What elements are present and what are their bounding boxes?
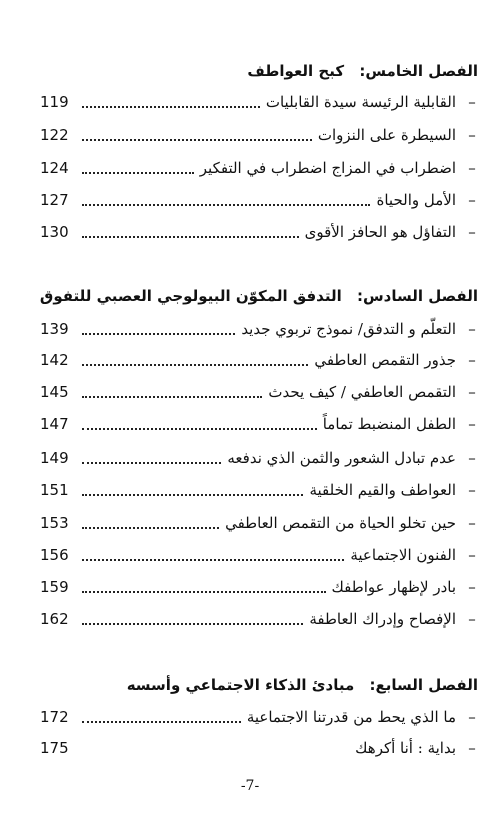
toc-entry[interactable] <box>40 220 482 244</box>
entry-page-number: 145 <box>40 383 69 401</box>
entry-title: اضطراب في المزاج اضطراب في التفكير <box>199 159 456 177</box>
dot-leader <box>82 462 221 464</box>
dot-leader <box>82 559 344 561</box>
dot-leader <box>82 396 262 398</box>
entry-dash: – <box>468 415 476 433</box>
entry-dash: – <box>468 514 476 532</box>
entry-dash: – <box>468 708 476 726</box>
entry-page-number: 130 <box>40 223 69 241</box>
dot-leader <box>82 204 370 206</box>
entry-page-number: 159 <box>40 578 69 596</box>
entry-title: بداية : أنا أكرهك <box>355 739 456 757</box>
toc-entry[interactable] <box>40 348 482 372</box>
toc-entry[interactable] <box>40 478 482 502</box>
entry-page-number: 122 <box>40 126 69 144</box>
chapter-title: التدفق المكوّن البيولوجي العصبي للتفوق <box>39 287 342 305</box>
entry-dash: – <box>468 351 476 369</box>
entry-title: الفنون الاجتماعية <box>350 546 456 564</box>
toc-entry[interactable] <box>40 317 482 341</box>
entry-dash: – <box>468 481 476 499</box>
entry-dash: – <box>468 191 476 209</box>
entry-page-number: 147 <box>40 415 69 433</box>
toc-entry[interactable] <box>40 380 482 404</box>
toc-entry[interactable] <box>40 511 482 535</box>
entry-page-number: 153 <box>40 514 69 532</box>
page-number: -7- <box>240 778 260 794</box>
chapter-label: الفصل الخامس: <box>359 62 478 80</box>
chapter-label: الفصل السابع: <box>369 676 478 694</box>
dot-leader <box>82 623 303 625</box>
entry-title: جذور التقمص العاطفي <box>314 351 456 369</box>
chapter-heading <box>127 676 478 694</box>
entry-page-number: 162 <box>40 610 69 628</box>
toc-entry[interactable] <box>40 90 482 114</box>
entry-page-number: 149 <box>40 449 69 467</box>
dot-leader <box>82 139 312 141</box>
entry-title: القابلية الرئيسة سيدة القابليات <box>265 93 456 111</box>
toc-entry[interactable] <box>40 575 482 599</box>
entry-title: الطفل المنضبط تماماً <box>322 415 456 433</box>
entry-page-number: 124 <box>40 159 69 177</box>
toc-entry[interactable] <box>40 607 482 631</box>
chapter-label: الفصل السادس: <box>356 287 478 305</box>
entry-dash: – <box>468 449 476 467</box>
toc-entry[interactable] <box>40 705 482 729</box>
entry-title: العواطف والقيم الخلقية <box>309 481 456 499</box>
entry-page-number: 119 <box>40 93 69 111</box>
entry-title: التفاؤل هو الحافز الأقوى <box>304 223 456 241</box>
dot-leader <box>82 236 299 238</box>
entry-title: عدم تبادل الشعور والثمن الذي ندفعه <box>227 449 456 467</box>
dot-leader <box>82 106 260 108</box>
dot-leader <box>82 591 326 593</box>
entry-dash: – <box>468 578 476 596</box>
entry-dash: – <box>468 93 476 111</box>
toc-entry[interactable] <box>40 446 482 470</box>
entry-dash: – <box>468 223 476 241</box>
dot-leader <box>82 494 303 496</box>
entry-page-number: 156 <box>40 546 69 564</box>
toc-entry[interactable] <box>40 123 482 147</box>
entry-dash: – <box>468 383 476 401</box>
toc-entry[interactable] <box>40 188 482 212</box>
entry-title: حين تخلو الحياة من التقمص العاطفي <box>225 514 456 532</box>
entry-title: الأمل والحياة <box>376 191 456 209</box>
dot-leader <box>82 527 219 529</box>
chapter-title: كبح العواطف <box>247 62 345 80</box>
entry-page-number: 151 <box>40 481 69 499</box>
toc-entry[interactable] <box>40 412 482 436</box>
dot-leader <box>82 364 308 366</box>
dot-leader <box>82 172 194 174</box>
entry-dash: – <box>468 126 476 144</box>
entry-page-number: 175 <box>40 739 69 757</box>
entry-title: التقمص العاطفي / كيف يحدث <box>268 383 456 401</box>
chapter-heading <box>40 287 478 305</box>
toc-entry[interactable] <box>40 156 482 180</box>
chapter-title: مبادئ الذكاء الاجتماعي وأسسه <box>126 676 355 694</box>
entry-title: الإفصاح وإدراك العاطفة <box>309 610 456 628</box>
toc-entry[interactable] <box>40 543 482 567</box>
entry-page-number: 142 <box>40 351 69 369</box>
entry-dash: – <box>468 610 476 628</box>
entry-title: بادر لإظهار عواطفك <box>331 578 456 596</box>
entry-title: التعلّم و التدفق/ نموذج تربوي جديد <box>241 320 456 338</box>
entry-page-number: 139 <box>40 320 69 338</box>
chapter-heading <box>247 62 478 80</box>
entry-title: السيطرة على النزوات <box>317 126 456 144</box>
dot-leader <box>82 752 349 754</box>
entry-dash: – <box>468 546 476 564</box>
entry-page-number: 127 <box>40 191 69 209</box>
toc-entry[interactable] <box>40 736 482 760</box>
dot-leader <box>82 333 235 335</box>
dot-leader <box>82 428 317 430</box>
entry-title: ما الذي يحط من قدرتنا الاجتماعية <box>246 708 456 726</box>
dot-leader <box>82 721 241 723</box>
entry-dash: – <box>468 739 476 757</box>
entry-dash: – <box>468 159 476 177</box>
entry-page-number: 172 <box>40 708 69 726</box>
entry-dash: – <box>468 320 476 338</box>
